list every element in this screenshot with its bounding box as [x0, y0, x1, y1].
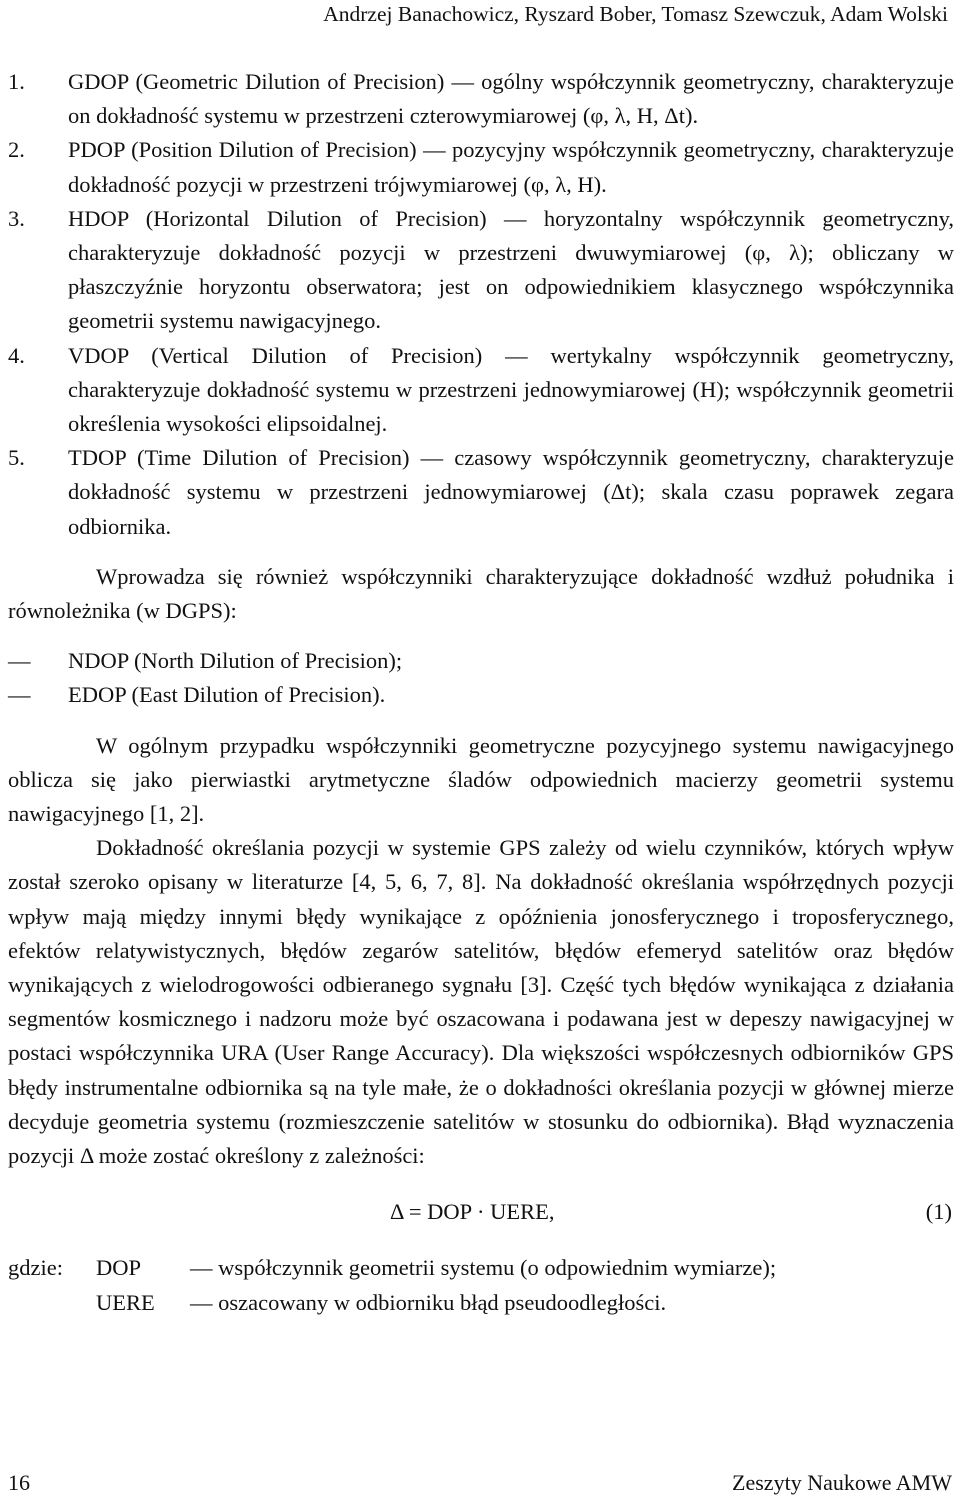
dash-list: [8, 644, 954, 712]
list-text: HDOP (Horizontal Dilution of Precision) — horyzontalny współczynnik geometryczny, charakteryzuje dokładność pozycji w przestrzeni dwuwymiarowej (φ, λ); obliczany w płaszczyźnie horyzontu obserwatora; jest on odpowiednikiem klasycznego współczynnika geometrii systemu nawigacyjnego.: [68, 205, 954, 334]
paragraph-general: W ogólnym przypadku współczynniki geometryczne pozycyjnego systemu nawigacyjnego oblicza się jako pierwiastki arytmetyczne śladów odpowiednich macierzy geometrii systemu nawigacyjnego [1, 2].: [8, 732, 954, 827]
dash-list-item: [8, 644, 954, 678]
page-number: 16: [8, 1470, 30, 1495]
list-item: [8, 441, 954, 544]
definition-row: [8, 1286, 954, 1320]
list-item: [8, 133, 954, 201]
list-number: 3.: [8, 205, 25, 231]
journal-name: Zeszyty Naukowe AMW: [732, 1470, 952, 1495]
definition-description: — współczynnik geometrii systemu (o odpowiednim wymiarze);: [190, 1255, 777, 1281]
list-item: [8, 202, 954, 339]
dash-item-text: EDOP (East Dilution of Precision).: [68, 682, 386, 708]
definition-symbol: DOP: [96, 1255, 142, 1281]
dash-marker: —: [8, 648, 31, 674]
paragraph-intro: Wprowadza się również współczynniki charakteryzujące dokładność wzdłuż południka i równoleżnika (w DGPS):: [8, 563, 954, 624]
list-number: 4.: [8, 342, 25, 368]
list-text: TDOP (Time Dilution of Precision) — czasowy współczynnik geometryczny, charakteryzuje dokładność systemu w przestrzeni jednowymiarowej (Δt); skala czasu poprawek zegara odbiornika.: [68, 445, 954, 539]
list-text: VDOP (Vertical Dilution of Precision) — wertykalny współczynnik geometryczny, charakteryzuje dokładność systemu w przestrzeni jednowymiarowej (H); współczynnik geometrii określenia wysokości elipsoidalnej.: [68, 342, 954, 437]
definition-symbol: UERE: [96, 1289, 155, 1315]
list-number: 2.: [8, 137, 25, 163]
list-item: [8, 339, 954, 442]
list-number: 1.: [8, 69, 25, 94]
equation-expression: Δ = DOP · UERE,: [390, 1199, 555, 1225]
equation: [8, 1195, 954, 1229]
definition-description: — oszacowany w odbiorniku błąd pseudoodległości.: [190, 1289, 667, 1315]
equation-number: (1): [925, 1199, 952, 1225]
definitions-label: gdzie:: [8, 1255, 63, 1281]
page-body: [8, 65, 954, 1320]
list-number: 5.: [8, 445, 25, 471]
paragraph-accuracy: Dokładność określania pozycji w systemie GPS zależy od wielu czynników, których wpływ został szeroko opisany w literaturze [4, 5, 6, 7, 8]. Na dokładność określania współrzędnych pozycji wpływ mają między innymi błędy wynikające z opóźnienia jonosferycznego i troposferycznego, efektów relatywistycznych, błędów zegarów satelitów, błędów efemeryd satelitów oraz błędów wynikających z wielodrogowości odbieranego sygnału [3]. Część tych błędów wynikająca z działania segmentów kosmicznego i nadzoru może być oszacowana i podawana jest w depeszy nawigacyjnej w postaci współczynnika URA (User Range Accuracy). Dla większości współczesnych odbiorników GPS błędy instrumentalne odbiornika są na tyle małe, że o dokładności określania pozycji w głównej mierze decyduje geometria systemu (rozmieszczenie satelitów w stosunku do odbiornika). Błąd wyznaczenia pozycji Δ może zostać określony z zależności:: [8, 835, 954, 1169]
running-header: Andrzej Banachowicz, Ryszard Bober, Tomasz Szewczuk, Adam Wolski: [323, 2, 948, 26]
definition-row: [8, 1251, 954, 1285]
dop-list: [8, 65, 954, 544]
dash-list-item: [8, 678, 954, 712]
list-item: [8, 65, 954, 133]
list-text: GDOP (Geometric Dilution of Precision) — ogólny współczynnik geometryczny, charakteryzuje on dokładność systemu w przestrzeni czterowymiarowej (φ, λ, H, Δt).: [68, 69, 954, 129]
definitions: [8, 1251, 954, 1319]
dash-marker: —: [8, 682, 31, 708]
dash-item-text: NDOP (North Dilution of Precision);: [68, 648, 403, 674]
list-text: PDOP (Position Dilution of Precision) — pozycyjny współczynnik geometryczny, charakteryzuje dokładność pozycji w przestrzeni trójwymiarowej (φ, λ, H).: [68, 137, 954, 197]
